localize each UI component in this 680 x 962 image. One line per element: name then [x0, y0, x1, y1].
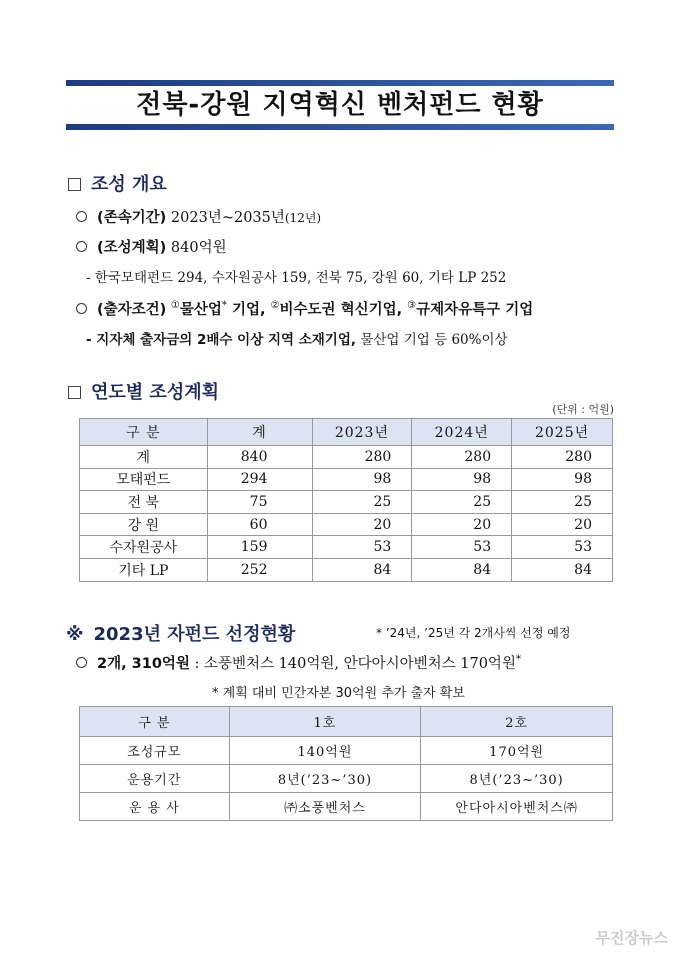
- condition-line: [76, 298, 533, 319]
- table-header-row: [80, 419, 613, 446]
- row-label: 전 북: [80, 491, 208, 514]
- table-cell: 25: [412, 491, 512, 514]
- table-cell: 98: [512, 468, 613, 491]
- selection-footnote: * 계획 대비 민간자본 30억원 추가 출자 확보: [212, 686, 465, 701]
- section-heading-text: 조성 개요: [91, 174, 167, 195]
- table-cell: 84: [512, 558, 613, 581]
- table-cell: 60: [207, 513, 312, 536]
- period-line: [76, 206, 321, 227]
- condition-1-asterisk: *: [221, 300, 227, 311]
- table-cell: 294: [207, 468, 312, 491]
- table-header-cell: 2025년: [512, 419, 613, 446]
- table-cell: 280: [512, 446, 613, 469]
- table-header-cell: 2023년: [312, 419, 412, 446]
- table-cell: 안다아시아벤처스㈜: [421, 793, 613, 821]
- table-header-cell: 구 분: [80, 419, 208, 446]
- condition-2: 비수도권 혁신기업,: [279, 302, 408, 318]
- condition-1: 물산업: [179, 302, 222, 318]
- table-cell: 25: [512, 491, 613, 514]
- condition-detail-bold: - 지자체 출자금의 2배수 이상 지역 소재기업,: [86, 332, 357, 348]
- condition-3-number: ③: [407, 300, 417, 311]
- square-bullet-icon: [68, 178, 81, 191]
- title-box: [66, 80, 614, 130]
- circle-bullet-icon: [76, 657, 87, 668]
- section-heading-text: 연도별 조성계획: [91, 382, 219, 403]
- table-cell: 20: [512, 513, 613, 536]
- period-value: 2023년~2035년: [170, 210, 285, 226]
- reference-mark: ※: [66, 624, 84, 645]
- table-cell: 280: [412, 446, 512, 469]
- table-cell: 140억원: [229, 737, 421, 765]
- selection-summary: [76, 652, 521, 673]
- condition-2-number: ②: [270, 300, 280, 311]
- section-heading-yearly-plan: [68, 378, 219, 404]
- table-header-row: [80, 707, 613, 737]
- period-label: (존속기간): [97, 210, 167, 226]
- condition-1-suffix: 기업,: [226, 302, 271, 318]
- section-heading-overview: [68, 170, 167, 196]
- condition-3: 규제자유특구 기업: [416, 302, 534, 318]
- table-row: [80, 446, 613, 469]
- watermark-logo: 무진장뉴스: [595, 929, 668, 947]
- table-row: [80, 737, 613, 765]
- yearly-plan-table: [79, 418, 613, 582]
- table-cell: 53: [312, 536, 412, 559]
- square-bullet-icon: [68, 386, 81, 399]
- table-cell: 280: [312, 446, 412, 469]
- table-cell: 840: [207, 446, 312, 469]
- table-cell: 20: [412, 513, 512, 536]
- table-cell: 25: [312, 491, 412, 514]
- title-bar-top: [66, 80, 614, 86]
- selection-side-note: * ’24년, ’25년 각 2개사씩 선정 예정: [376, 626, 571, 640]
- table-cell: 75: [207, 491, 312, 514]
- summary-rest: : 소풍벤처스 140억원, 안다아시아벤처스 170억원: [189, 656, 516, 672]
- plan-label: (조성계획): [97, 240, 167, 256]
- table-cell: 98: [312, 468, 412, 491]
- table-cell: 8년(’23~’30): [421, 765, 613, 793]
- table-row: [80, 468, 613, 491]
- row-label: 기타 LP: [80, 558, 208, 581]
- summary-bold: 2개, 310억원: [97, 656, 190, 672]
- plan-detail: - 한국모태펀드 294, 수자원공사 159, 전북 75, 강원 60, 기타 LP 252: [86, 270, 507, 286]
- section-heading-selection: [66, 620, 295, 646]
- page-title: 전북-강원 지역혁신 벤처펀드 현황: [136, 90, 544, 120]
- table-cell: 8년(’23~’30): [229, 765, 421, 793]
- table-cell: ㈜소풍벤처스: [229, 793, 421, 821]
- table-header-cell: 계: [207, 419, 312, 446]
- table-cell: 53: [512, 536, 613, 559]
- row-label: 강 원: [80, 513, 208, 536]
- row-label: 운 용 사: [80, 793, 230, 821]
- summary-asterisk: *: [515, 654, 521, 665]
- unit-label: (단위 : 억원): [552, 403, 614, 416]
- table-cell: 53: [412, 536, 512, 559]
- table-row: [80, 513, 613, 536]
- table-row: [80, 491, 613, 514]
- condition-label: (출자조건): [97, 302, 167, 318]
- circle-bullet-icon: [76, 211, 87, 222]
- table-cell: 170억원: [421, 737, 613, 765]
- table-row: [80, 536, 613, 559]
- table-cell: 20: [312, 513, 412, 536]
- section-heading-text: 2023년 자펀드 선정현황: [93, 624, 296, 645]
- row-label: 계: [80, 446, 208, 469]
- circle-bullet-icon: [76, 303, 87, 314]
- circle-bullet-icon: [76, 241, 87, 252]
- row-label: 모태펀드: [80, 468, 208, 491]
- table-row: [80, 793, 613, 821]
- plan-line: [76, 236, 227, 257]
- row-label: 운용기간: [80, 765, 230, 793]
- table-cell: 159: [207, 536, 312, 559]
- table-row: [80, 558, 613, 581]
- table-row: [80, 765, 613, 793]
- table-header-cell: 1호: [229, 707, 421, 737]
- selection-table: [79, 706, 613, 821]
- condition-1-number: ①: [170, 300, 180, 311]
- table-cell: 252: [207, 558, 312, 581]
- table-header-cell: 2024년: [412, 419, 512, 446]
- table-cell: 84: [412, 558, 512, 581]
- row-label: 수자원공사: [80, 536, 208, 559]
- row-label: 조성규모: [80, 737, 230, 765]
- title-bar-bottom: [66, 124, 614, 130]
- plan-value: 840억원: [170, 240, 227, 256]
- condition-detail-rest: 물산업 기업 등 60%이상: [356, 332, 508, 348]
- table-header-cell: 2호: [421, 707, 613, 737]
- condition-detail: [86, 328, 508, 348]
- period-note: (12년): [284, 211, 322, 225]
- table-header-cell: 구 분: [80, 707, 230, 737]
- table-cell: 98: [412, 468, 512, 491]
- table-cell: 84: [312, 558, 412, 581]
